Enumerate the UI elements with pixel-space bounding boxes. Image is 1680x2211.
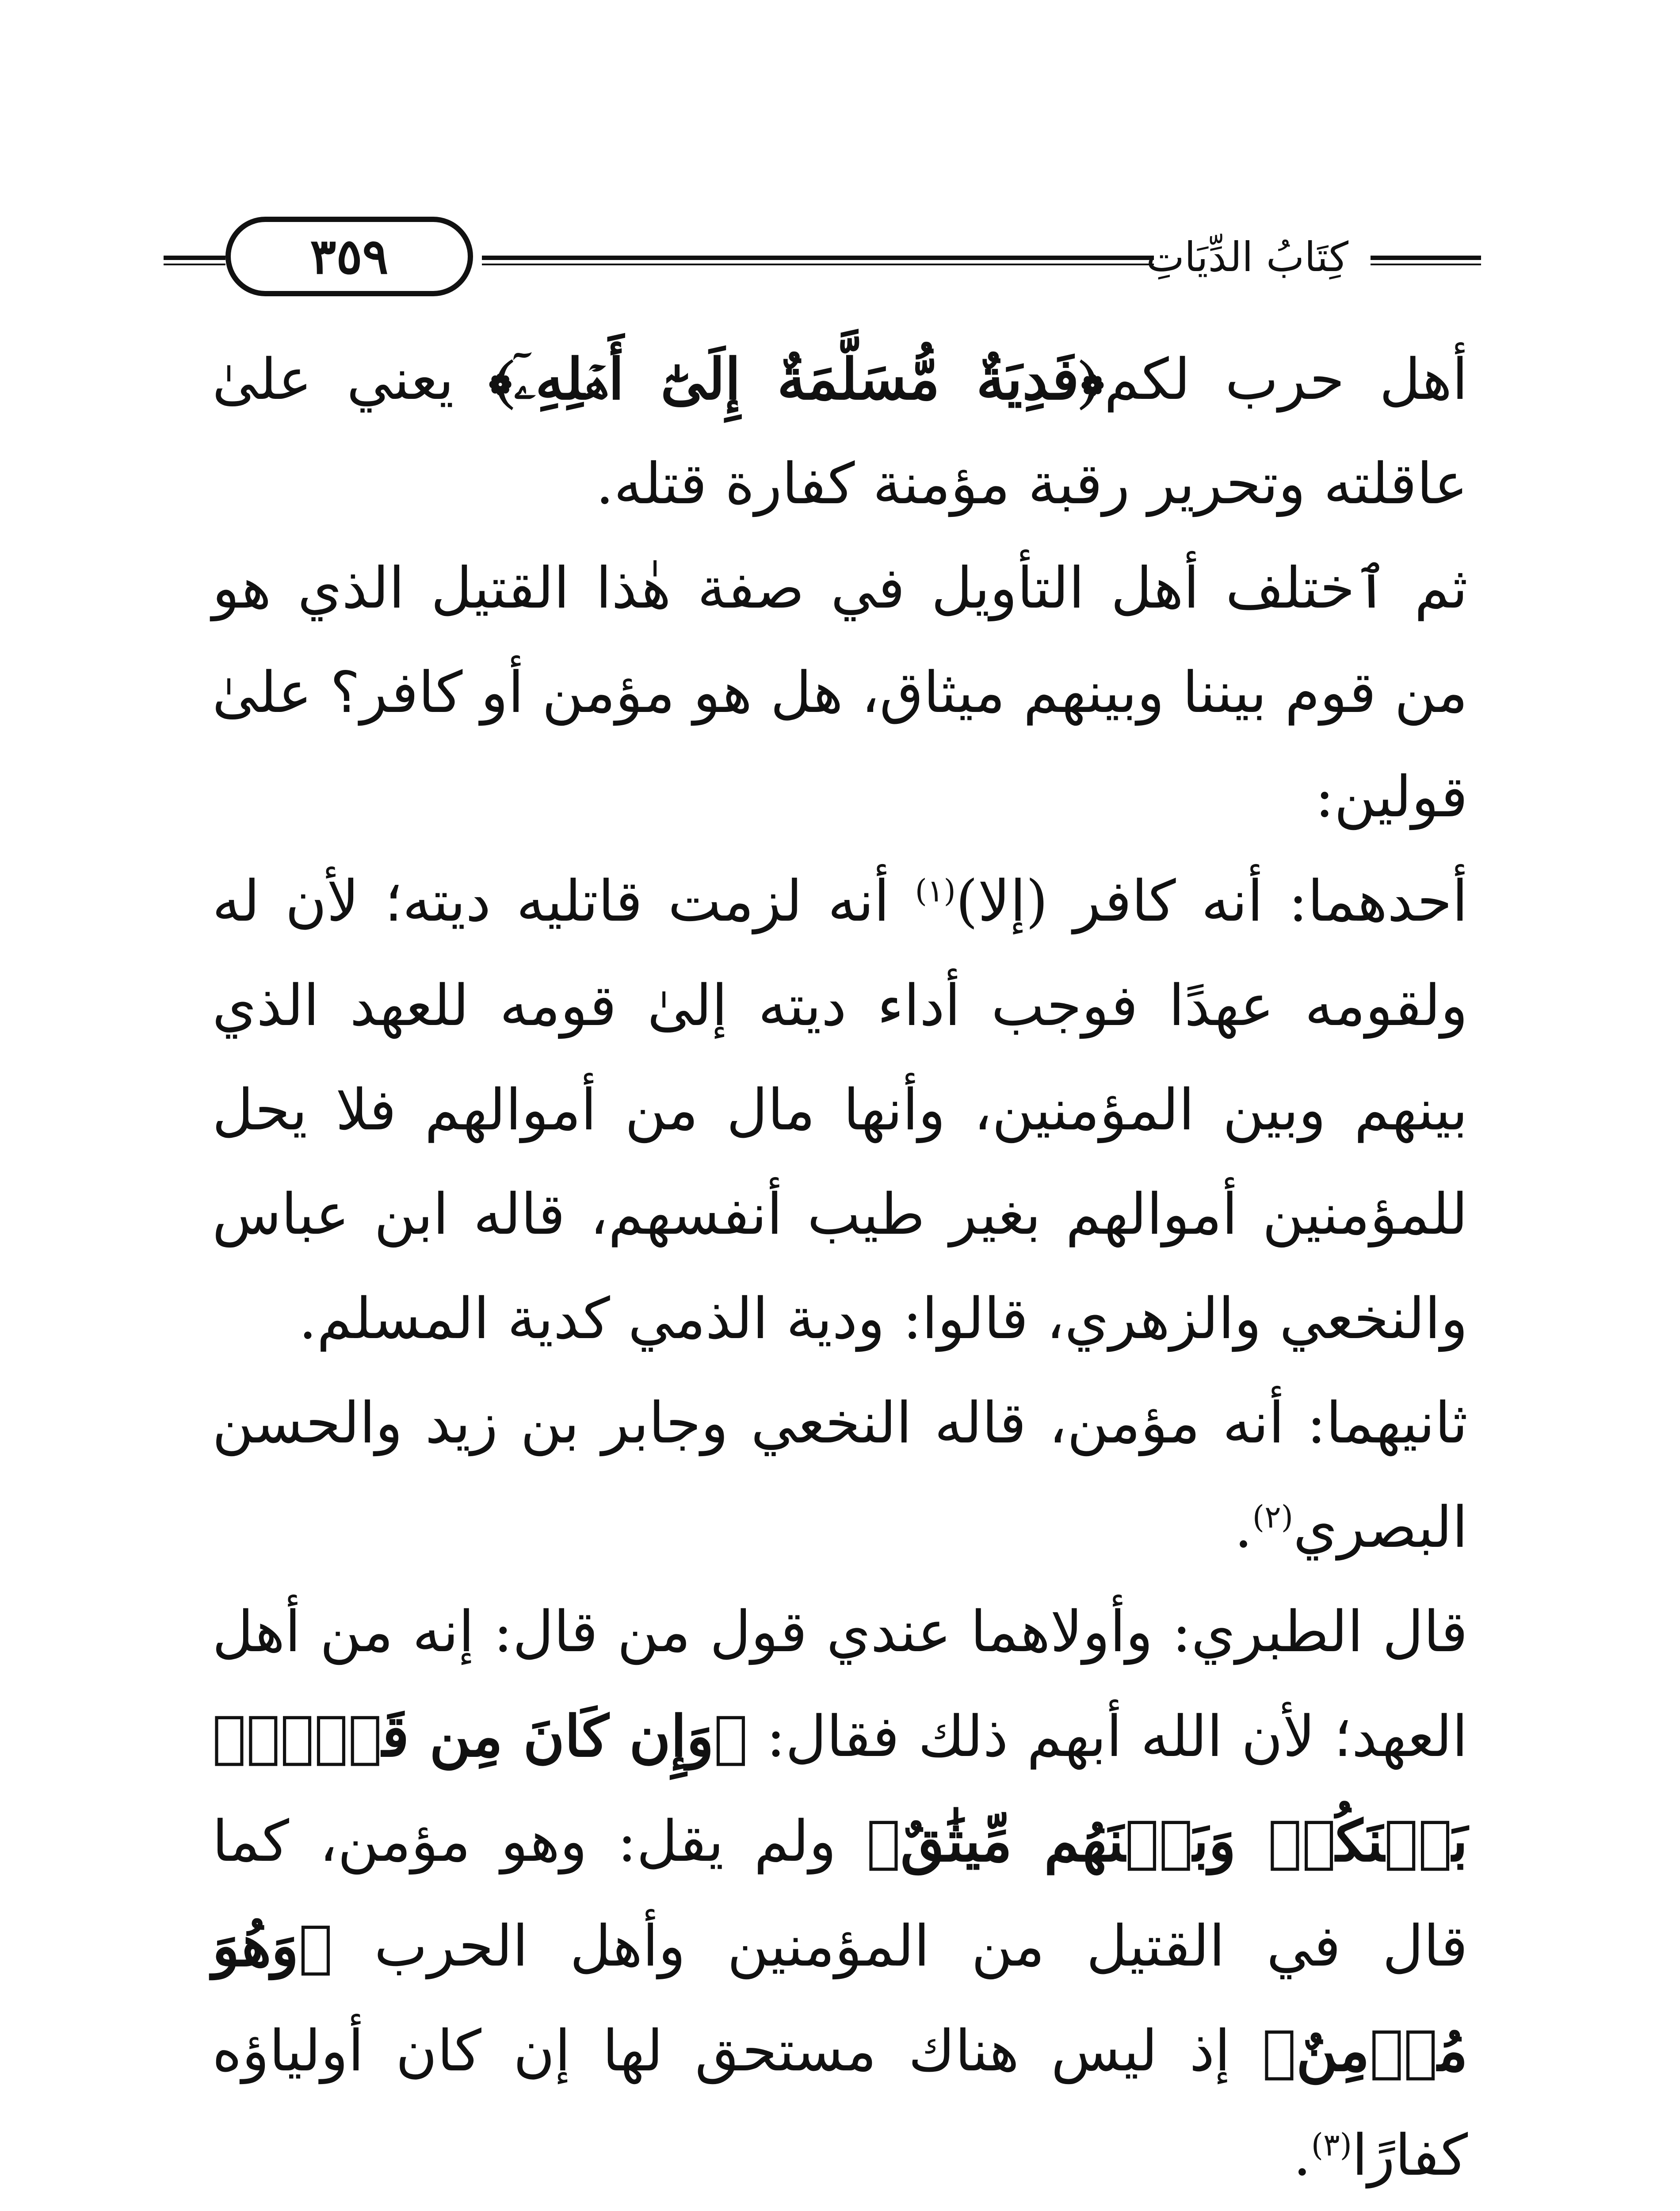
footnote-ref-3[interactable]: (٣) xyxy=(1311,2127,1352,2163)
paragraph-1-after: يعني علىٰ عاقلته وتحرير رقبة مؤمنة كفارة قتله. xyxy=(212,347,1468,517)
page-header xyxy=(164,208,1481,305)
header-rule-left xyxy=(164,256,225,265)
paragraph-5-end: . xyxy=(1293,2123,1311,2188)
page-number: ٣٥٩ xyxy=(310,228,389,285)
paragraph-1 xyxy=(212,327,1468,536)
paragraph-6 xyxy=(212,2208,1468,2211)
paragraph-4-after: . xyxy=(1234,1495,1252,1561)
paragraph-3-before: أحدهما: أنه كافر (إلا) xyxy=(955,868,1468,934)
main-text xyxy=(212,327,1468,2211)
footnote-ref-2[interactable]: (٢) xyxy=(1252,1499,1293,1535)
header-rule-right xyxy=(1371,256,1481,265)
paragraph-3-after: أنه لزمت قاتليه ديته؛ لأن له ولقومه عهدًا فوجب أداء ديته إلىٰ قومه للعهد الذي بينهم وبين المؤمنين، وأنها مال من أموالهم فلا يحل للمؤمنين أموالهم بغير طيب أنفسهم، قاله ابن عباس والنخعي والزهري، قالوا: ودية الذمي كدية المسلم. xyxy=(212,868,1468,1352)
book-title: كِتَابُ الدِّيَاتِ xyxy=(1146,233,1348,281)
paragraph-4-before: ثانيهما: أنه مؤمن، قاله النخعي وجابر بن زيد والحسن البصري xyxy=(212,1390,1468,1561)
paragraph-1-before: أهل حرب لكم xyxy=(1104,347,1468,413)
paragraph-4 xyxy=(212,1371,1468,1580)
paragraph-2: ثم ٱختلف أهل التأويل في صفة هٰذا القتيل الذي هو من قوم بيننا وبينهم ميثاق، هل هو مؤمن أو كافر؟ علىٰ قولين: xyxy=(212,555,1468,830)
paragraph-5 xyxy=(212,1580,1468,2208)
paragraph-3 xyxy=(212,849,1468,1371)
paragraph-5-middle: ولم يقل: وهو مؤمن، كما قال في القتيل من المؤمنين وأهل الحرب xyxy=(212,1809,1468,1979)
quran-verse-1: ﴿فَدِيَةٌ مُّسَلَّمَةٌ إِلَىٰٓ أَهۡلِهِۦٓ﴾ xyxy=(489,346,1104,413)
footnote-ref-1[interactable]: (١) xyxy=(915,872,956,909)
paragraph-5-after: إذ ليس هناك مستحق لها إن كان أولياؤه كفارًا xyxy=(212,2018,1468,2188)
header-rule-middle xyxy=(482,256,1154,265)
quran-verse-3: ﴿وَهُوَ مُؤۡمِنٌ﴾ xyxy=(212,1913,1468,2084)
paragraph-5-before: قال الطبري: وأولاهما عندي قول من قال: إنه من أهل العهد؛ لأن الله أبهم ذلك فقال: xyxy=(212,1599,1468,1770)
quran-verse-2: ﴿وَإِن كَانَ مِن قَوۡمِۭ بَيۡنَكُمۡ وَبَيۡنَهُم مِّيثَٰقٌ﴾ xyxy=(212,1703,1468,1874)
page-number-frame xyxy=(225,217,473,296)
